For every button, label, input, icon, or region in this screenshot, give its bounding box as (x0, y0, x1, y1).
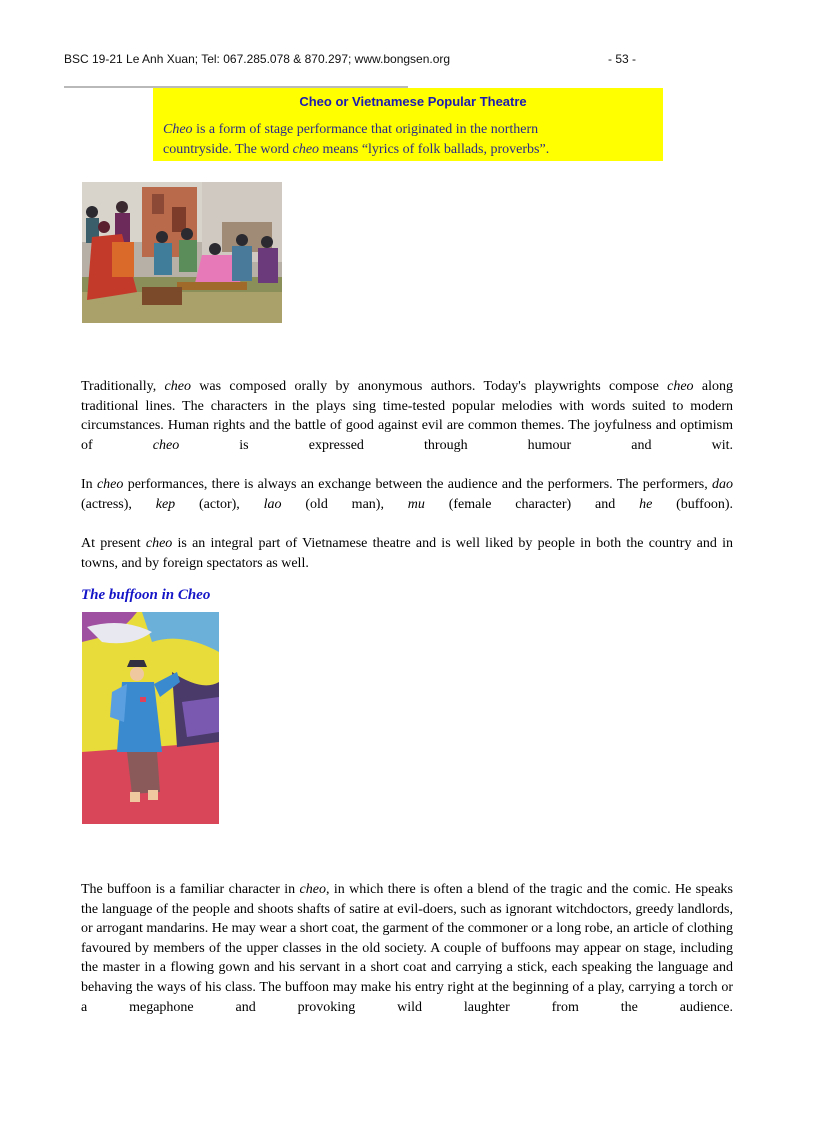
italic-term: dao (712, 477, 733, 492)
title-box (153, 88, 663, 161)
paragraph-2: In cheo performances, there is always an exchange between the audience and the performers. The performers, dao (actress), kep (actor), lao (old man), mu (female character) and he (buffoon). (81, 477, 733, 512)
italic-term: mu (407, 496, 425, 512)
box-body: Cheo is a form of stage performance that originated in the northern countryside. The word cheo means “lyrics of folk ballads, proverbs”. (163, 122, 550, 157)
page-header (64, 52, 644, 66)
buffoon-photo (82, 612, 219, 824)
photo-caption: The buffoon in Cheo (81, 587, 211, 603)
paragraph-1: Traditionally, cheo was composed orally by anonymous authors. Today's playwrights compose cheo along traditional lines. The characters in the plays sing time-tested popular melodies with words suited to modern circumstances. Human rights and the battle of good against evil are common themes. The joyfulness and optimism of cheo is expressed through humour and wit. (81, 379, 733, 453)
cheo-performers-photo (82, 182, 282, 323)
italic-term: lao (263, 496, 282, 512)
italic-term: cheo (152, 437, 180, 453)
paragraph-4: The buffoon is a familiar character in cheo, in which there is often a blend of the tragic and the comic. He speaks the language of the people and shoots shafts of satire at evil-doers, such as ignorant witchdoctors, greedy landlords, or arrogant mandarins. He may wear a short coat, the garment of the commoner or a long robe, an article of clothing favoured by members of the upper classes in the old society. A couple of buffoons may appear on stage, including the master in a flowing gown and his servant in a short coat and carrying a stick, each speaking the language and behaving the ways of his class. The buffoon may make his entry right at the beginning of a play, carrying a torch or a megaphone and provoking wild laughter from the audience. (81, 882, 734, 1015)
header-text: BSC 19-21 Le Anh Xuan; Tel: 067.285.078 & 870.297; www.bongsen.org (64, 52, 451, 66)
italic-term: he (639, 496, 653, 512)
italic-term: Cheo (163, 122, 193, 137)
box-title: Cheo or Vietnamese Popular Theatre (299, 94, 527, 109)
italic-term: cheo (96, 477, 124, 492)
italic-term: cheo (292, 141, 320, 157)
paragraph-3: At present cheo is an integral part of Vietnamese theatre and is well liked by people in both the country and in towns, and by foreign spectators as well. (81, 536, 733, 571)
italic-term: cheo (145, 536, 173, 551)
italic-term: cheo (667, 379, 694, 394)
italic-term: kep (155, 496, 176, 512)
page-number: - 53 - (608, 52, 637, 66)
italic-term: cheo (299, 882, 326, 897)
italic-term: cheo (164, 379, 191, 394)
